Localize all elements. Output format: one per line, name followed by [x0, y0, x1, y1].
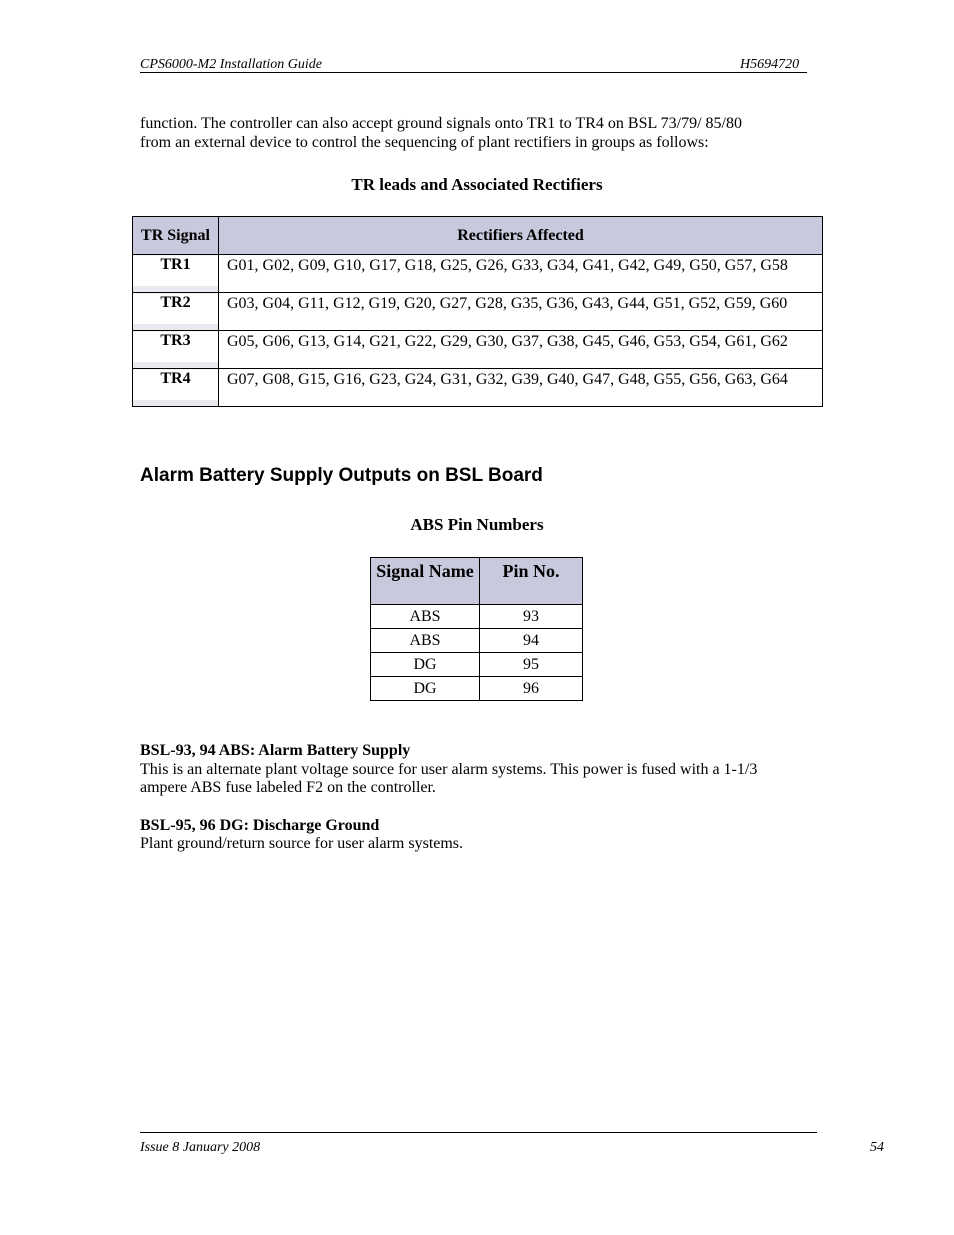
header-doc-number: H5694720: [740, 57, 800, 72]
pin-no-cell: 96: [480, 677, 583, 701]
pin-no-cell: 93: [480, 605, 583, 629]
tr-signal-cell: TR1: [133, 255, 219, 293]
signal-name-cell: DG: [371, 677, 480, 701]
table-row: [133, 331, 823, 369]
header-rule: [140, 72, 807, 73]
tr-signal-header: TR Signal: [133, 217, 219, 255]
signal-name-cell: ABS: [371, 605, 480, 629]
table-row: [133, 293, 823, 331]
table-row: [371, 605, 583, 629]
abs-paragraph-line-1: This is an alternate plant voltage source for user alarm systems. This power is fused with a 1-1/3: [140, 761, 758, 778]
abs-table-caption: ABS Pin Numbers: [410, 515, 544, 534]
tr-table: [132, 216, 823, 407]
intro-line-1: function. The controller can also accept ground signals onto TR1 to TR4 on BSL 73/79/ 85/80: [140, 115, 742, 132]
table-row: [371, 629, 583, 653]
footer-rule: [140, 1132, 817, 1133]
header-title: CPS6000-M2 Installation Guide: [140, 57, 322, 72]
table-row: [133, 369, 823, 407]
abs-table-header-row: [371, 558, 583, 605]
rectifiers-header: Rectifiers Affected: [219, 217, 823, 255]
table-row: [371, 653, 583, 677]
dg-paragraph-line-1: Plant ground/return source for user alarm systems.: [140, 835, 464, 852]
pin-no-header: Pin No.: [480, 558, 583, 605]
section-heading: Alarm Battery Supply Outputs on BSL Board: [140, 465, 543, 486]
page-number: 54: [870, 1140, 884, 1155]
rectifiers-cell: G07, G08, G15, G16, G23, G24, G31, G32, G39, G40, G47, G48, G55, G56, G63, G64: [219, 369, 823, 407]
signal-name-header: Signal Name: [371, 558, 480, 605]
abs-paragraph-title: BSL-93, 94 ABS: Alarm Battery Supply: [140, 742, 411, 759]
tr-table-caption: TR leads and Associated Rectifiers: [351, 175, 603, 194]
abs-paragraph-line-2: ampere ABS fuse labeled F2 on the controller.: [140, 779, 436, 796]
pin-no-cell: 94: [480, 629, 583, 653]
dg-paragraph-title: BSL-95, 96 DG: Discharge Ground: [140, 817, 380, 834]
table-row: [133, 255, 823, 293]
tr-table-header-row: [133, 217, 823, 255]
footer-issue: Issue 8 January 2008: [140, 1140, 261, 1155]
rectifiers-cell: G01, G02, G09, G10, G17, G18, G25, G26, G33, G34, G41, G42, G49, G50, G57, G58: [219, 255, 823, 293]
pin-no-cell: 95: [480, 653, 583, 677]
rectifiers-cell: G03, G04, G11, G12, G19, G20, G27, G28, G35, G36, G43, G44, G51, G52, G59, G60: [219, 293, 823, 331]
signal-name-cell: ABS: [371, 629, 480, 653]
table-row: [371, 677, 583, 701]
tr-signal-cell: TR2: [133, 293, 219, 331]
signal-name-cell: DG: [371, 653, 480, 677]
rectifiers-cell: G05, G06, G13, G14, G21, G22, G29, G30, G37, G38, G45, G46, G53, G54, G61, G62: [219, 331, 823, 369]
tr-signal-cell: TR4: [133, 369, 219, 407]
abs-table: [370, 557, 583, 701]
intro-line-2: from an external device to control the sequencing of plant rectifiers in groups as follows:: [140, 134, 709, 151]
tr-signal-cell: TR3: [133, 331, 219, 369]
